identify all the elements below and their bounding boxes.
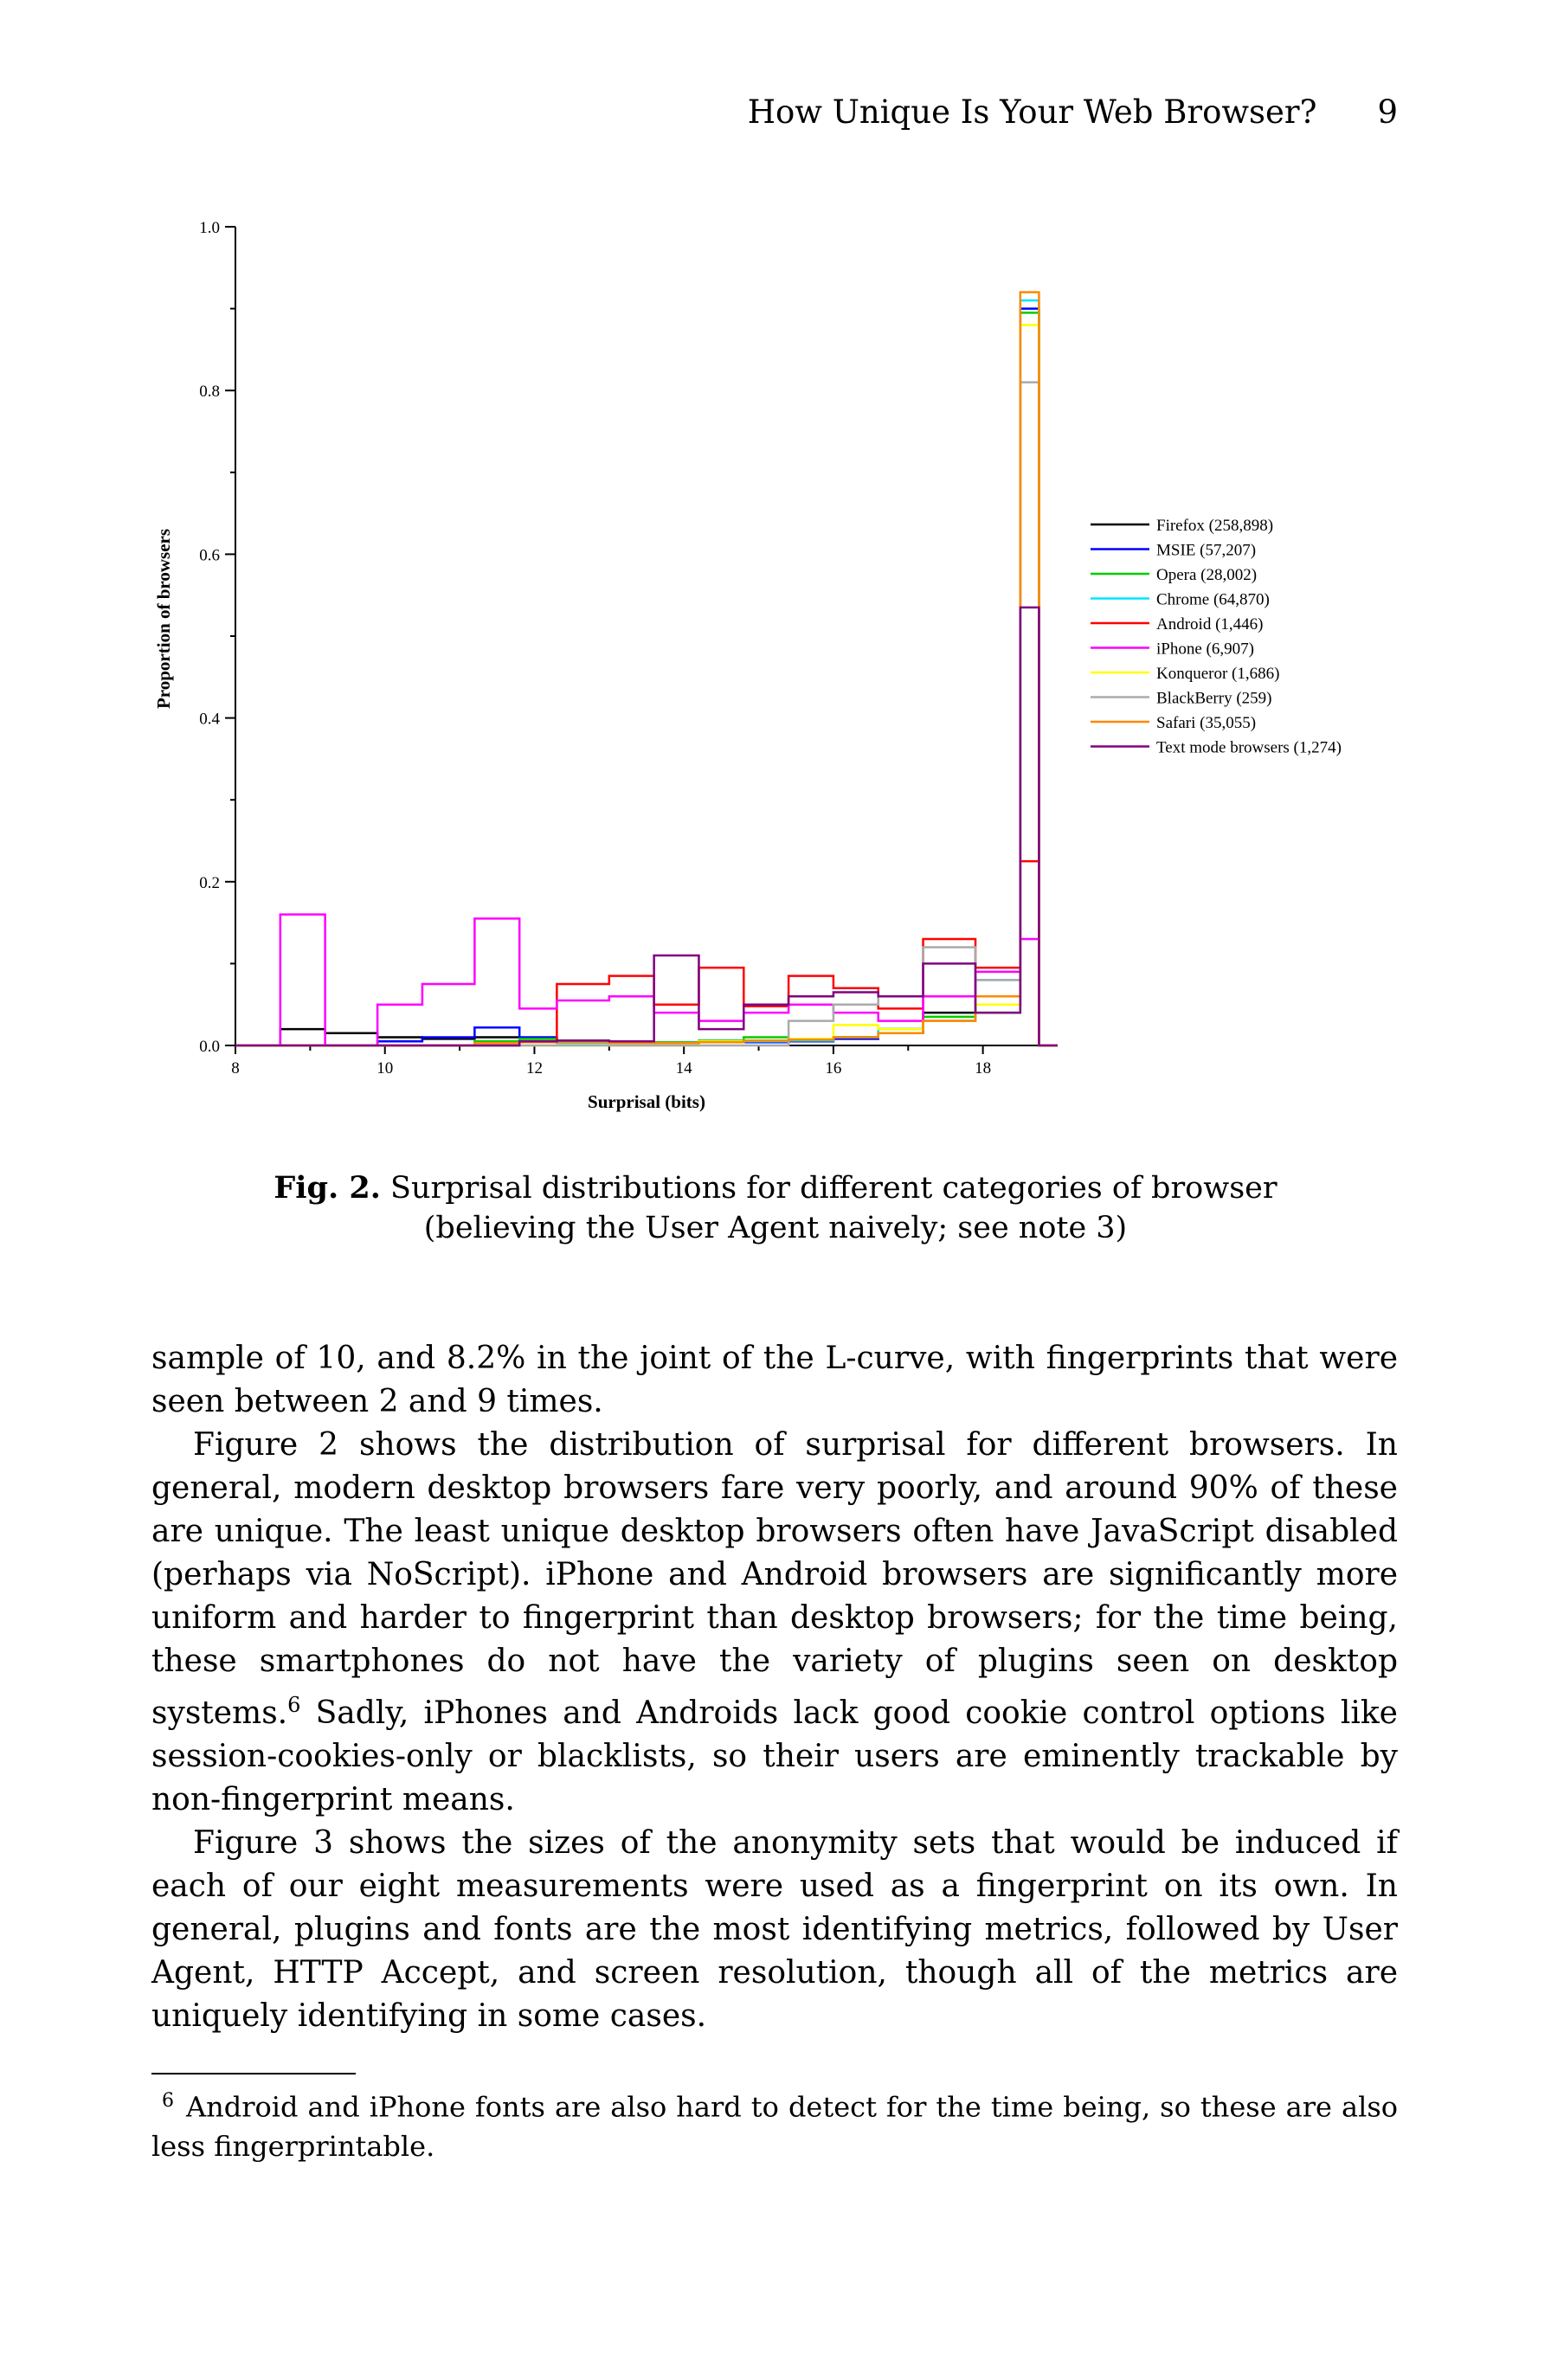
caption-line-2: (believing the User Agent naively; see note 3)	[423, 1211, 1128, 1245]
x-tick-label: 16	[825, 1059, 842, 1077]
y-axis-label: Proportion of browsers	[153, 528, 174, 710]
figure-caption	[0, 1168, 1551, 1248]
x-tick-label: 18	[975, 1059, 992, 1077]
paragraph-2-text-b: Sadly, iPhones and Androids lack good cookie control options like session-cookies-only or blacklists, so their users are eminently trackable by non-fingerprint means.	[151, 1695, 1398, 1817]
surprisal-figure	[0, 0, 1551, 1142]
y-tick-label: 0.6	[199, 546, 220, 565]
legend-label-2: Opera (28,002)	[1156, 566, 1258, 584]
paragraph-2-text-a: Figure 2 shows the distribution of surprisal for different browsers. In general, modern desktop browsers fare very poorly, and around 90% of these are unique. The least unique desktop browsers often have JavaScript disabled (perhaps via NoScript). iPhone and Android browsers are significantly more uniform and harder to fingerprint than desktop browsers; for the time being, these smartphones do not have the variety of plugins seen on desktop systems.	[151, 1427, 1398, 1731]
y-tick-label: 0.4	[199, 710, 220, 729]
series-line-9	[235, 608, 1058, 1045]
series-line-1	[235, 309, 1058, 1045]
series-line-5	[235, 915, 1058, 1045]
series-line-3	[235, 300, 1058, 1045]
x-tick-label: 8	[231, 1059, 240, 1077]
legend-label-3: Chrome (64,870)	[1156, 590, 1270, 609]
legend-label-5: iPhone (6,907)	[1156, 640, 1254, 659]
chart-legend	[1091, 517, 1342, 757]
series-line-7	[235, 383, 1058, 1045]
page-number: 9	[1377, 93, 1398, 131]
legend-label-9: Text mode browsers (1,274)	[1156, 738, 1342, 757]
legend-label-8: Safari (35,055)	[1156, 714, 1257, 732]
footnote-reference: 6	[287, 1693, 301, 1717]
chart-series-layer	[235, 293, 1058, 1045]
series-line-8	[235, 293, 1058, 1045]
footnote	[151, 2081, 1398, 2166]
x-tick-label: 10	[376, 1059, 394, 1077]
footnote-mark: 6	[162, 2090, 174, 2112]
paragraph-1: sample of 10, and 8.2% in the joint of the L-curve, with fingerprints that were seen between 2 and 9 times.	[151, 1341, 1398, 1419]
x-tick-label: 12	[525, 1059, 543, 1077]
legend-label-0: Firefox (258,898)	[1156, 517, 1274, 535]
series-line-6	[235, 325, 1058, 1045]
y-tick-label: 0.2	[199, 873, 220, 892]
chart-axes	[199, 219, 1058, 1077]
paragraph-3: Figure 3 shows the sizes of the anonymity sets that would be induced if each of our eight measurements were used as a fingerprint on its own. In general, plugins and fonts are the most identifying metrics, followed by User Agent, HTTP Accept, and screen resolution, though all of the metrics are uniquely identifying in some cases.	[151, 1825, 1398, 2034]
x-axis-label: Surprisal (bits)	[588, 1091, 705, 1112]
y-tick-label: 1.0	[199, 219, 220, 237]
legend-label-4: Android (1,446)	[1156, 615, 1264, 634]
footnote-rule	[151, 2073, 356, 2074]
legend-label-7: BlackBerry (259)	[1156, 689, 1272, 708]
y-tick-label: 0.8	[199, 383, 220, 402]
footnote-text: Android and iPhone fonts are also hard to detect for the time being, so these are also less fingerprintable.	[151, 2090, 1398, 2163]
legend-label-1: MSIE (57,207)	[1156, 541, 1257, 560]
caption-label: Fig. 2.	[274, 1170, 381, 1206]
caption-line-1: Surprisal distributions for different categories of browser	[390, 1171, 1277, 1206]
x-tick-label: 14	[675, 1059, 692, 1077]
series-line-0	[235, 383, 1058, 1045]
legend-label-6: Konqueror (1,686)	[1156, 665, 1280, 683]
running-title: How Unique Is Your Web Browser?	[747, 93, 1317, 131]
paragraph-2	[151, 1424, 1398, 1822]
series-line-2	[235, 312, 1058, 1045]
body-text	[151, 1337, 1398, 2038]
y-tick-label: 0.0	[199, 1038, 220, 1056]
